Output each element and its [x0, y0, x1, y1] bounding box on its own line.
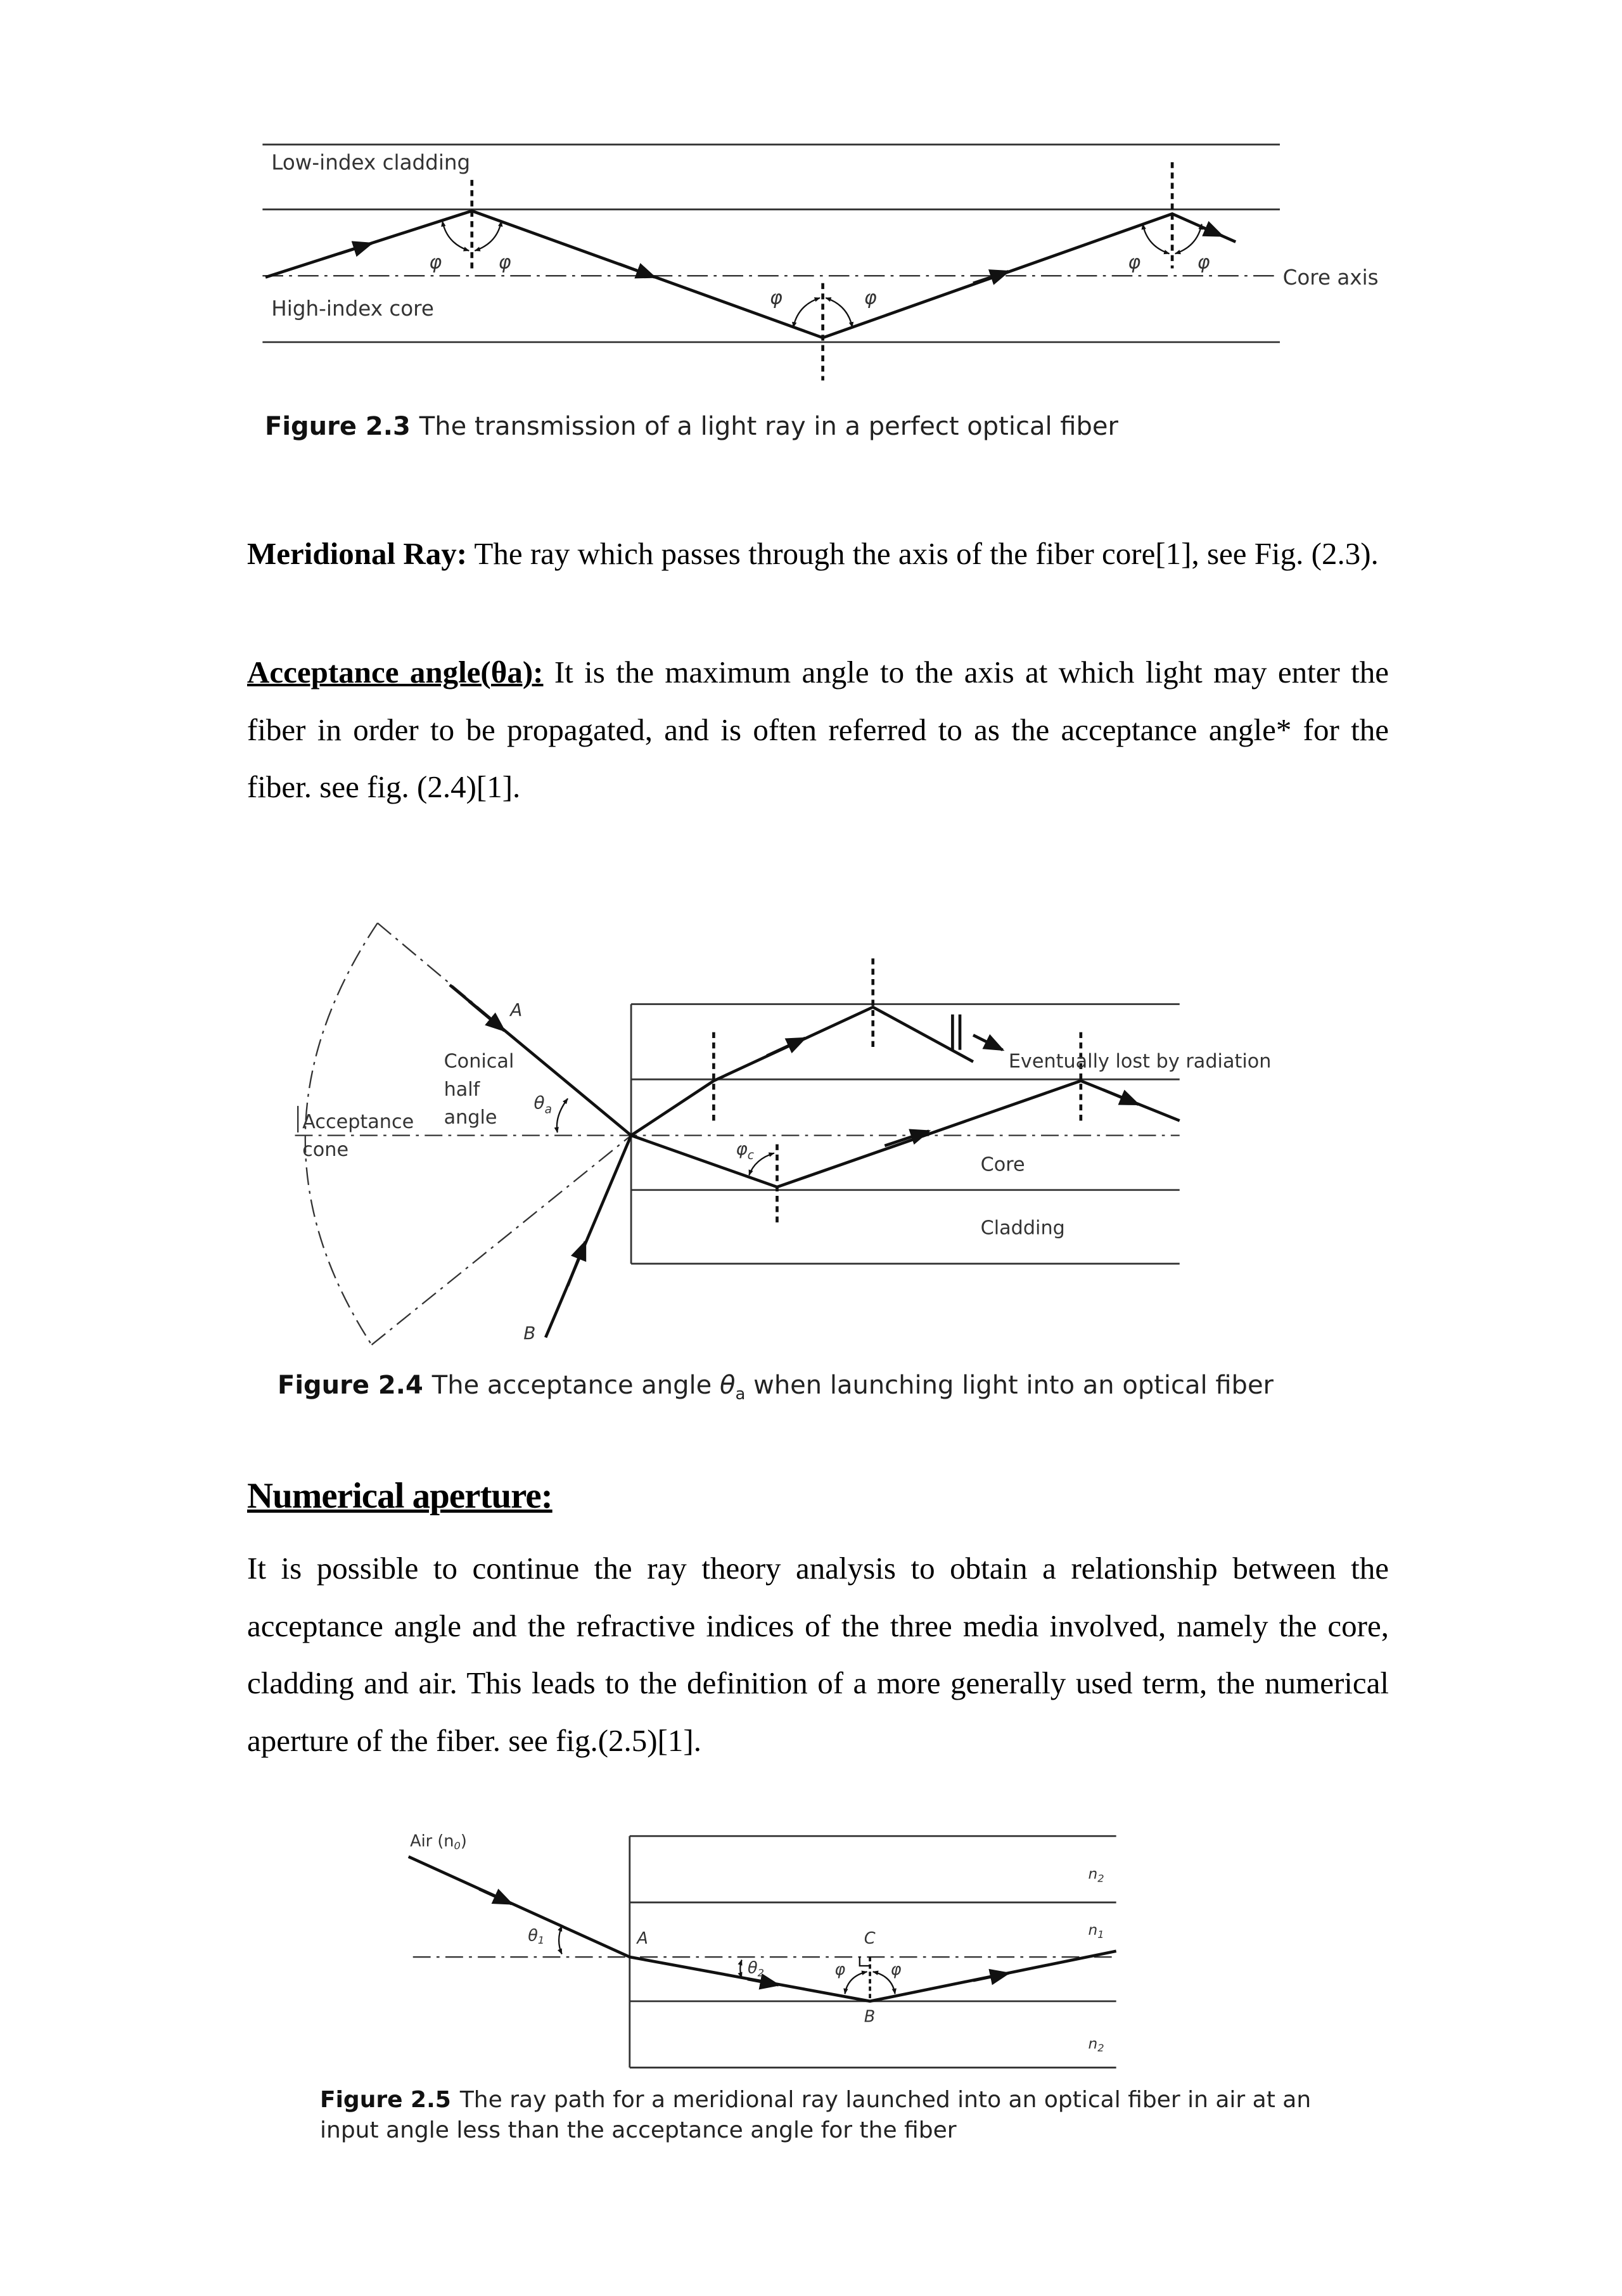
label-air: Air (n0) — [410, 1831, 467, 1852]
angle-label-phi: φ — [834, 1959, 846, 1979]
angle-arc — [1143, 224, 1170, 254]
label-phi-c: $\varphi_c$ — [736, 1138, 754, 1162]
ray-b-lost-path — [631, 1007, 973, 1135]
figure-2-3-caption — [265, 412, 1118, 441]
ray-b-arrow — [568, 1241, 585, 1286]
light-ray — [409, 1857, 1116, 2001]
label-n2-bottom: $n_2$ — [1088, 2035, 1104, 2054]
ray-arrow — [339, 243, 371, 253]
ray-b-arrow — [973, 1035, 1003, 1049]
label-theta2: θ2 — [747, 1958, 764, 1979]
label-lost-by-radiation: Eventually lost by radiation — [1008, 1050, 1272, 1073]
angle-label-phi: φ — [498, 251, 511, 274]
label-n2-top: $n_2$ — [1088, 1865, 1104, 1885]
caption-line-1 — [320, 2085, 1311, 2115]
caption-line-2: input angle less than the acceptance angle for the fiber — [320, 2117, 957, 2143]
ray-arrow — [973, 271, 1009, 283]
ray-arrow — [884, 1131, 929, 1146]
acceptance-angle-term: Acceptance angle(θa): — [247, 655, 544, 689]
label-theta-a: $\theta_a$ — [533, 1092, 552, 1117]
figure-2-5-caption — [320, 2085, 1311, 2146]
numerical-aperture-heading: Numerical aperture: — [247, 1476, 552, 1516]
meridional-ray-text: The ray which passes through the axis of the fiber core[1], see Fig. (2.3). — [467, 536, 1379, 571]
ray-b-arrow — [767, 1038, 805, 1056]
label-half: half — [444, 1078, 480, 1101]
angle-label-phi: φ — [864, 286, 877, 309]
ray-arrow — [1202, 227, 1223, 236]
angle-label-phi: φ — [769, 286, 782, 309]
ray-arrow — [479, 1889, 511, 1904]
ray-arrow — [1103, 1089, 1139, 1104]
ray-a-arrow — [469, 1001, 504, 1031]
meridional-ray-paragraph — [247, 532, 1389, 575]
acceptance-angle-paragraph — [247, 644, 1389, 816]
caption-number: Figure 2.3 — [265, 412, 411, 441]
label-angle: angle — [444, 1106, 497, 1129]
figure-2-4-caption — [278, 1371, 1274, 1404]
caption-theta-sub: a — [735, 1385, 746, 1404]
figure-2-4 — [0, 900, 1622, 1369]
meridional-ray-term: Meridional Ray: — [247, 536, 468, 571]
phi-arc — [845, 1972, 867, 1994]
label-cladding: Cladding — [980, 1217, 1065, 1240]
figure-2-3 — [0, 0, 1622, 482]
angle-arc — [475, 221, 501, 251]
right-angle-mark — [860, 1957, 870, 1966]
angle-label-phi: φ — [890, 1959, 902, 1979]
label-cone: cone — [302, 1139, 349, 1162]
caption-theta: θ — [719, 1371, 736, 1400]
label-acceptance: Acceptance — [302, 1110, 414, 1133]
acceptance-angle-text: It is the maximum angle to the axis at which light may enter the fiber in order to be propagated, and is often referred to as the acceptance angle* for the fiber. see fig. (2.4)[1]. — [247, 655, 1389, 804]
label-n1: $n_1$ — [1088, 1921, 1104, 1940]
caption-text: The acceptance angle — [431, 1371, 720, 1400]
label-core-axis: Core axis — [1282, 266, 1379, 290]
cone-edge-lower — [372, 1136, 632, 1345]
figure-2-5 — [0, 1819, 1622, 2085]
label-ray-b: B — [523, 1322, 536, 1344]
label-point-c: C — [864, 1929, 876, 1949]
label-theta1: θ1 — [528, 1926, 545, 1947]
angle-arc — [442, 221, 469, 251]
angle-label-phi: φ — [1128, 251, 1141, 274]
angle-arc — [1175, 224, 1202, 254]
label-conical: Conical — [444, 1050, 514, 1073]
angle-label-phi: φ — [429, 251, 442, 274]
label-point-b: B — [864, 2007, 876, 2027]
numerical-aperture-paragraph: It is possible to continue the ray theory analysis to obtain a relationship between the acceptance angle and the refractive indices of the three media involved, namely the core, cladding and air. This leads to the definition of a more generally used term, the numerical aperture of the fiber. see fig.(2.5)[1]. — [247, 1551, 1389, 1758]
label-core: Core — [980, 1153, 1025, 1176]
figure-2-3-diagram — [0, 0, 1622, 482]
caption-number: Figure 2.5 — [320, 2087, 451, 2113]
caption-text: The transmission of a light ray in a perfect optical fiber — [419, 412, 1118, 441]
figure-2-4-diagram — [0, 900, 1622, 1369]
figure-2-5-diagram — [0, 1819, 1622, 2085]
label-point-a: A — [637, 1929, 648, 1949]
label-low-index-cladding: Low-index cladding — [271, 150, 471, 175]
caption-number: Figure 2.4 — [278, 1371, 423, 1400]
ray-arrow — [973, 1973, 1009, 1981]
cone-arc — [305, 923, 378, 1345]
angle-arc — [793, 298, 820, 328]
theta2-arc — [740, 1960, 741, 1978]
angle-arc — [826, 298, 852, 328]
caption-text-end: when launching light into an optical fiber — [745, 1371, 1274, 1400]
angle-label-phi: φ — [1197, 251, 1210, 274]
label-high-index-core: High-index core — [271, 296, 434, 321]
ray-b — [546, 1136, 631, 1338]
caption-text: The ray path for a meridional ray launched into an optical fiber in air at an — [459, 2087, 1312, 2113]
theta-a-arc — [557, 1098, 568, 1132]
label-ray-a: A — [510, 999, 523, 1021]
theta1-arc — [559, 1926, 562, 1954]
